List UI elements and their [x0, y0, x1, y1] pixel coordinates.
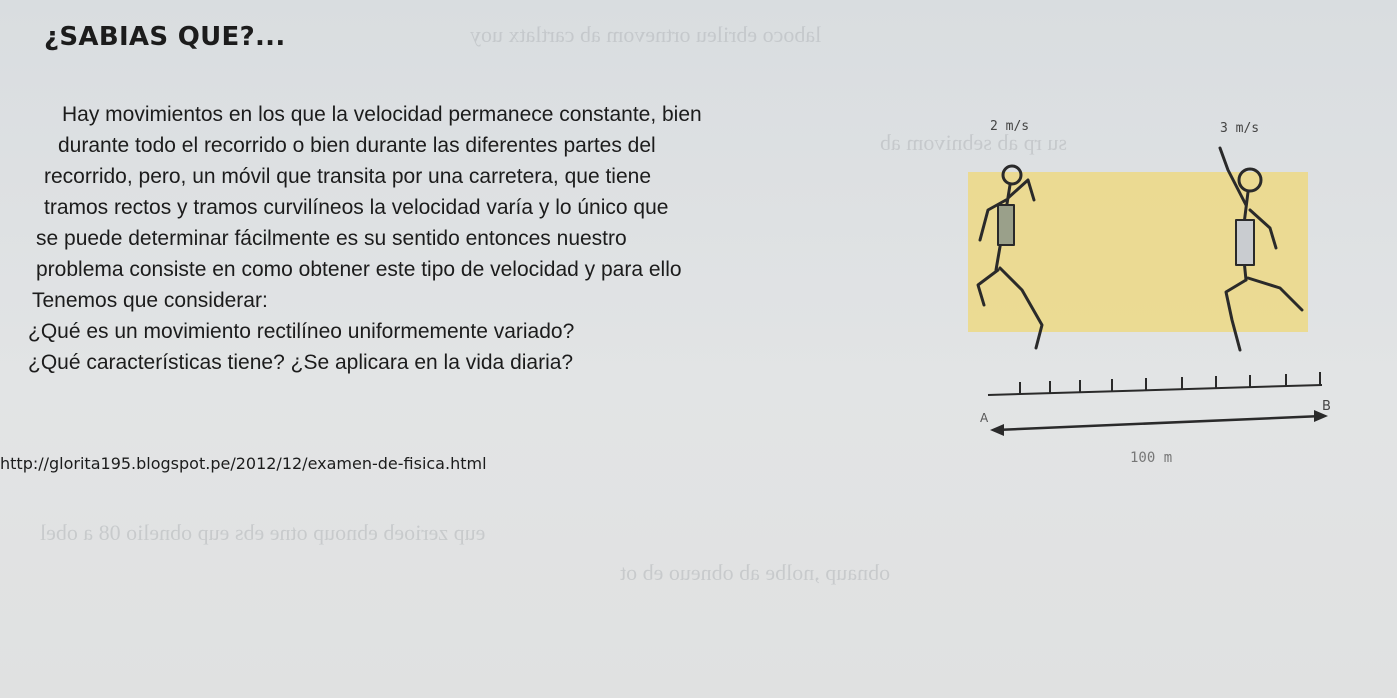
bleed-through-text: obnaup ,nolbe ab obneuo eb ot: [620, 560, 891, 585]
paragraph-line: Tenemos que considerar:: [32, 289, 268, 312]
bleed-through-text: laboco ebrileu ortnevom ab cartlatx uoy: [470, 22, 822, 47]
speed-label-right: 3 m/s: [1220, 121, 1260, 136]
highlight-band: [968, 172, 1308, 332]
runners-illustration: [950, 110, 1350, 470]
bleed-through-text: su rp ab sebnivom ab: [880, 130, 1067, 155]
distance-ruler: [988, 372, 1322, 395]
body-paragraph: [28, 99, 888, 378]
point-b-label: B: [1322, 399, 1331, 414]
distance-label: 100 m: [1130, 450, 1173, 466]
paragraph-line: recorrido, pero, un móvil que transita por una carretera, que tiene: [44, 165, 652, 188]
paragraph-line: durante todo el recorrido o bien durante las diferentes partes del: [58, 134, 656, 157]
paragraph-line: se puede determinar fácilmente es su sentido entonces nuestro: [36, 227, 627, 250]
paragraph-line: tramos rectos y tramos curvilíneos la velocidad varía y lo único que: [44, 196, 669, 219]
question-line: ¿Qué es un movimiento rectilíneo uniformemente variado?: [28, 320, 575, 343]
question-line: ¿Qué características tiene? ¿Se aplicara en la vida diaria?: [28, 351, 574, 374]
distance-arrow: [990, 410, 1328, 436]
paragraph-line: Hay movimientos en los que la velocidad permanece constante, bien: [62, 103, 702, 126]
paragraph-line: problema consiste en como obtener este tipo de velocidad y para ello: [36, 258, 682, 281]
source-url: http://glorita195.blogspot.pe/2012/12/examen-de-fisica.html: [0, 454, 487, 473]
speed-label-left: 2 m/s: [990, 119, 1030, 134]
point-a-label: A: [980, 411, 989, 425]
bleed-through-text: eup zerioeb ebnoup otne ebs eup obnelio 08 a obel: [40, 520, 486, 545]
page-title: ¿SABIAS QUE?...: [44, 22, 286, 52]
